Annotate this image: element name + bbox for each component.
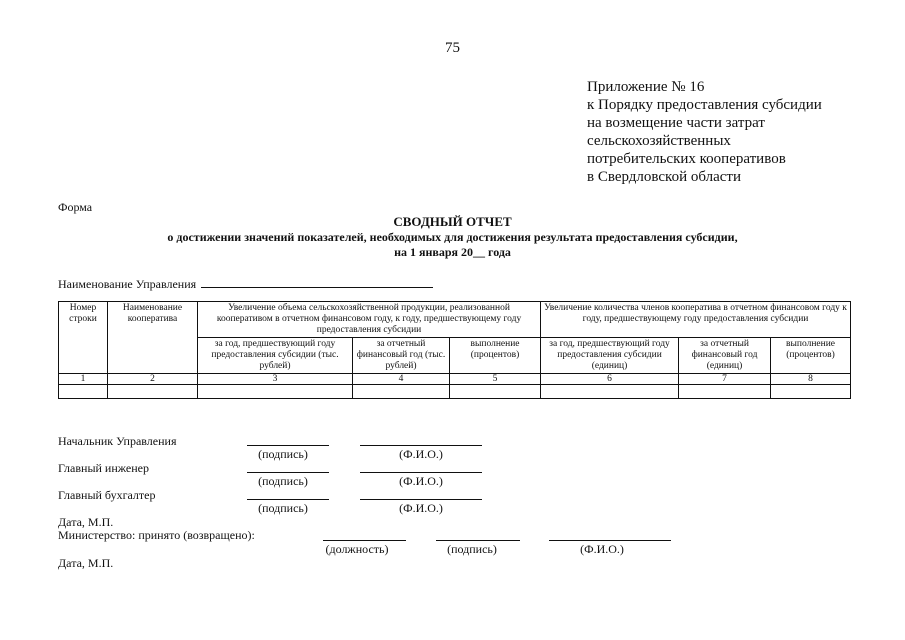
table-header-row [59, 302, 851, 338]
accountant-signature-caption: (подпись) [258, 501, 308, 515]
table-cell[interactable] [541, 385, 679, 399]
appendix-block [587, 78, 822, 186]
ministry-signature-caption: (подпись) [447, 542, 497, 556]
ministry-name-caption: (Ф.И.О.) [580, 542, 624, 556]
column-number: 1 [59, 374, 108, 385]
appendix-line: Приложение № 16 [587, 79, 705, 95]
report-subtitle: о достижении значений показателей, необходимых для достижения результата предоставления субсидии, [167, 230, 738, 244]
header-row-number: Номер строки [59, 302, 108, 374]
table-cell[interactable] [198, 385, 353, 399]
accountant-signature-line[interactable] [247, 499, 329, 500]
engineer-signature-line[interactable] [247, 472, 329, 473]
header-report-year-rub: за отчетный финансовый год (тыс. рублей) [353, 338, 450, 374]
report-date-line: на 1 января 20__ года [394, 245, 511, 259]
appendix-line: потребительских кооперативов [587, 151, 786, 167]
column-number: 3 [198, 374, 353, 385]
department-input-line[interactable] [201, 276, 433, 288]
appendix-line: в Свердловской области [587, 169, 742, 185]
header-percent-2: выполнение (процентов) [771, 338, 851, 374]
appendix-line: сельскохозяйственных [587, 133, 731, 149]
department-field [58, 276, 433, 292]
header-report-year-units: за отчетный финансовый год (единиц) [679, 338, 771, 374]
engineer-label: Главный инженер [58, 461, 149, 475]
column-number: 6 [541, 374, 679, 385]
accountant-label: Главный бухгалтер [58, 488, 156, 502]
appendix-line: к Порядку предоставления субсидии [587, 97, 822, 113]
ministry-label: Министерство: принято (возвращено): [58, 528, 255, 542]
header-members-group: Увеличение количества членов кооператива в отчетном финансовом году к году, предшествующему году предоставления субсидии [541, 302, 851, 338]
head-label: Начальник Управления [58, 434, 177, 448]
head-signature-caption: (подпись) [258, 447, 308, 461]
column-number-row [59, 374, 851, 385]
ministry-signature-line[interactable] [436, 540, 520, 541]
date-stamp-1: Дата, М.П. [58, 515, 114, 529]
table-cell[interactable] [771, 385, 851, 399]
accountant-name-line[interactable] [360, 499, 482, 500]
header-coop-name: Наименование кооператива [108, 302, 198, 374]
accountant-name-caption: (Ф.И.О.) [399, 501, 443, 515]
table-row [59, 385, 851, 399]
ministry-name-line[interactable] [549, 540, 671, 541]
column-number: 5 [450, 374, 541, 385]
table-cell[interactable] [59, 385, 108, 399]
form-label: Форма [58, 200, 93, 214]
page-number: 75 [445, 40, 460, 56]
ministry-position-caption: (должность) [325, 542, 389, 556]
column-number: 7 [679, 374, 771, 385]
report-table [58, 301, 851, 399]
table-cell[interactable] [679, 385, 771, 399]
table-cell[interactable] [108, 385, 198, 399]
head-signature-line[interactable] [247, 445, 329, 446]
table-cell[interactable] [450, 385, 541, 399]
header-prev-year-units: за год, предшествующий году предоставления субсидии (единиц) [541, 338, 679, 374]
date-stamp-2: Дата, М.П. [58, 556, 114, 570]
header-prev-year-rub: за год, предшествующий году предоставления субсидии (тыс. рублей) [198, 338, 353, 374]
engineer-name-caption: (Ф.И.О.) [399, 474, 443, 488]
appendix-line: на возмещение части затрат [587, 115, 765, 131]
header-production-group: Увеличение объема сельскохозяйственной продукции, реализованной кооперативом в отчетном финансовом году, к году, предшествующему году предоставления субсидии [198, 302, 541, 338]
column-number: 2 [108, 374, 198, 385]
engineer-signature-caption: (подпись) [258, 474, 308, 488]
column-number: 4 [353, 374, 450, 385]
report-title: СВОДНЫЙ ОТЧЕТ [393, 214, 512, 229]
department-label: Наименование Управления [58, 277, 197, 291]
engineer-name-line[interactable] [360, 472, 482, 473]
table-cell[interactable] [353, 385, 450, 399]
header-percent-1: выполнение (процентов) [450, 338, 541, 374]
head-name-line[interactable] [360, 445, 482, 446]
ministry-position-line[interactable] [323, 540, 406, 541]
head-name-caption: (Ф.И.О.) [399, 447, 443, 461]
column-number: 8 [771, 374, 851, 385]
